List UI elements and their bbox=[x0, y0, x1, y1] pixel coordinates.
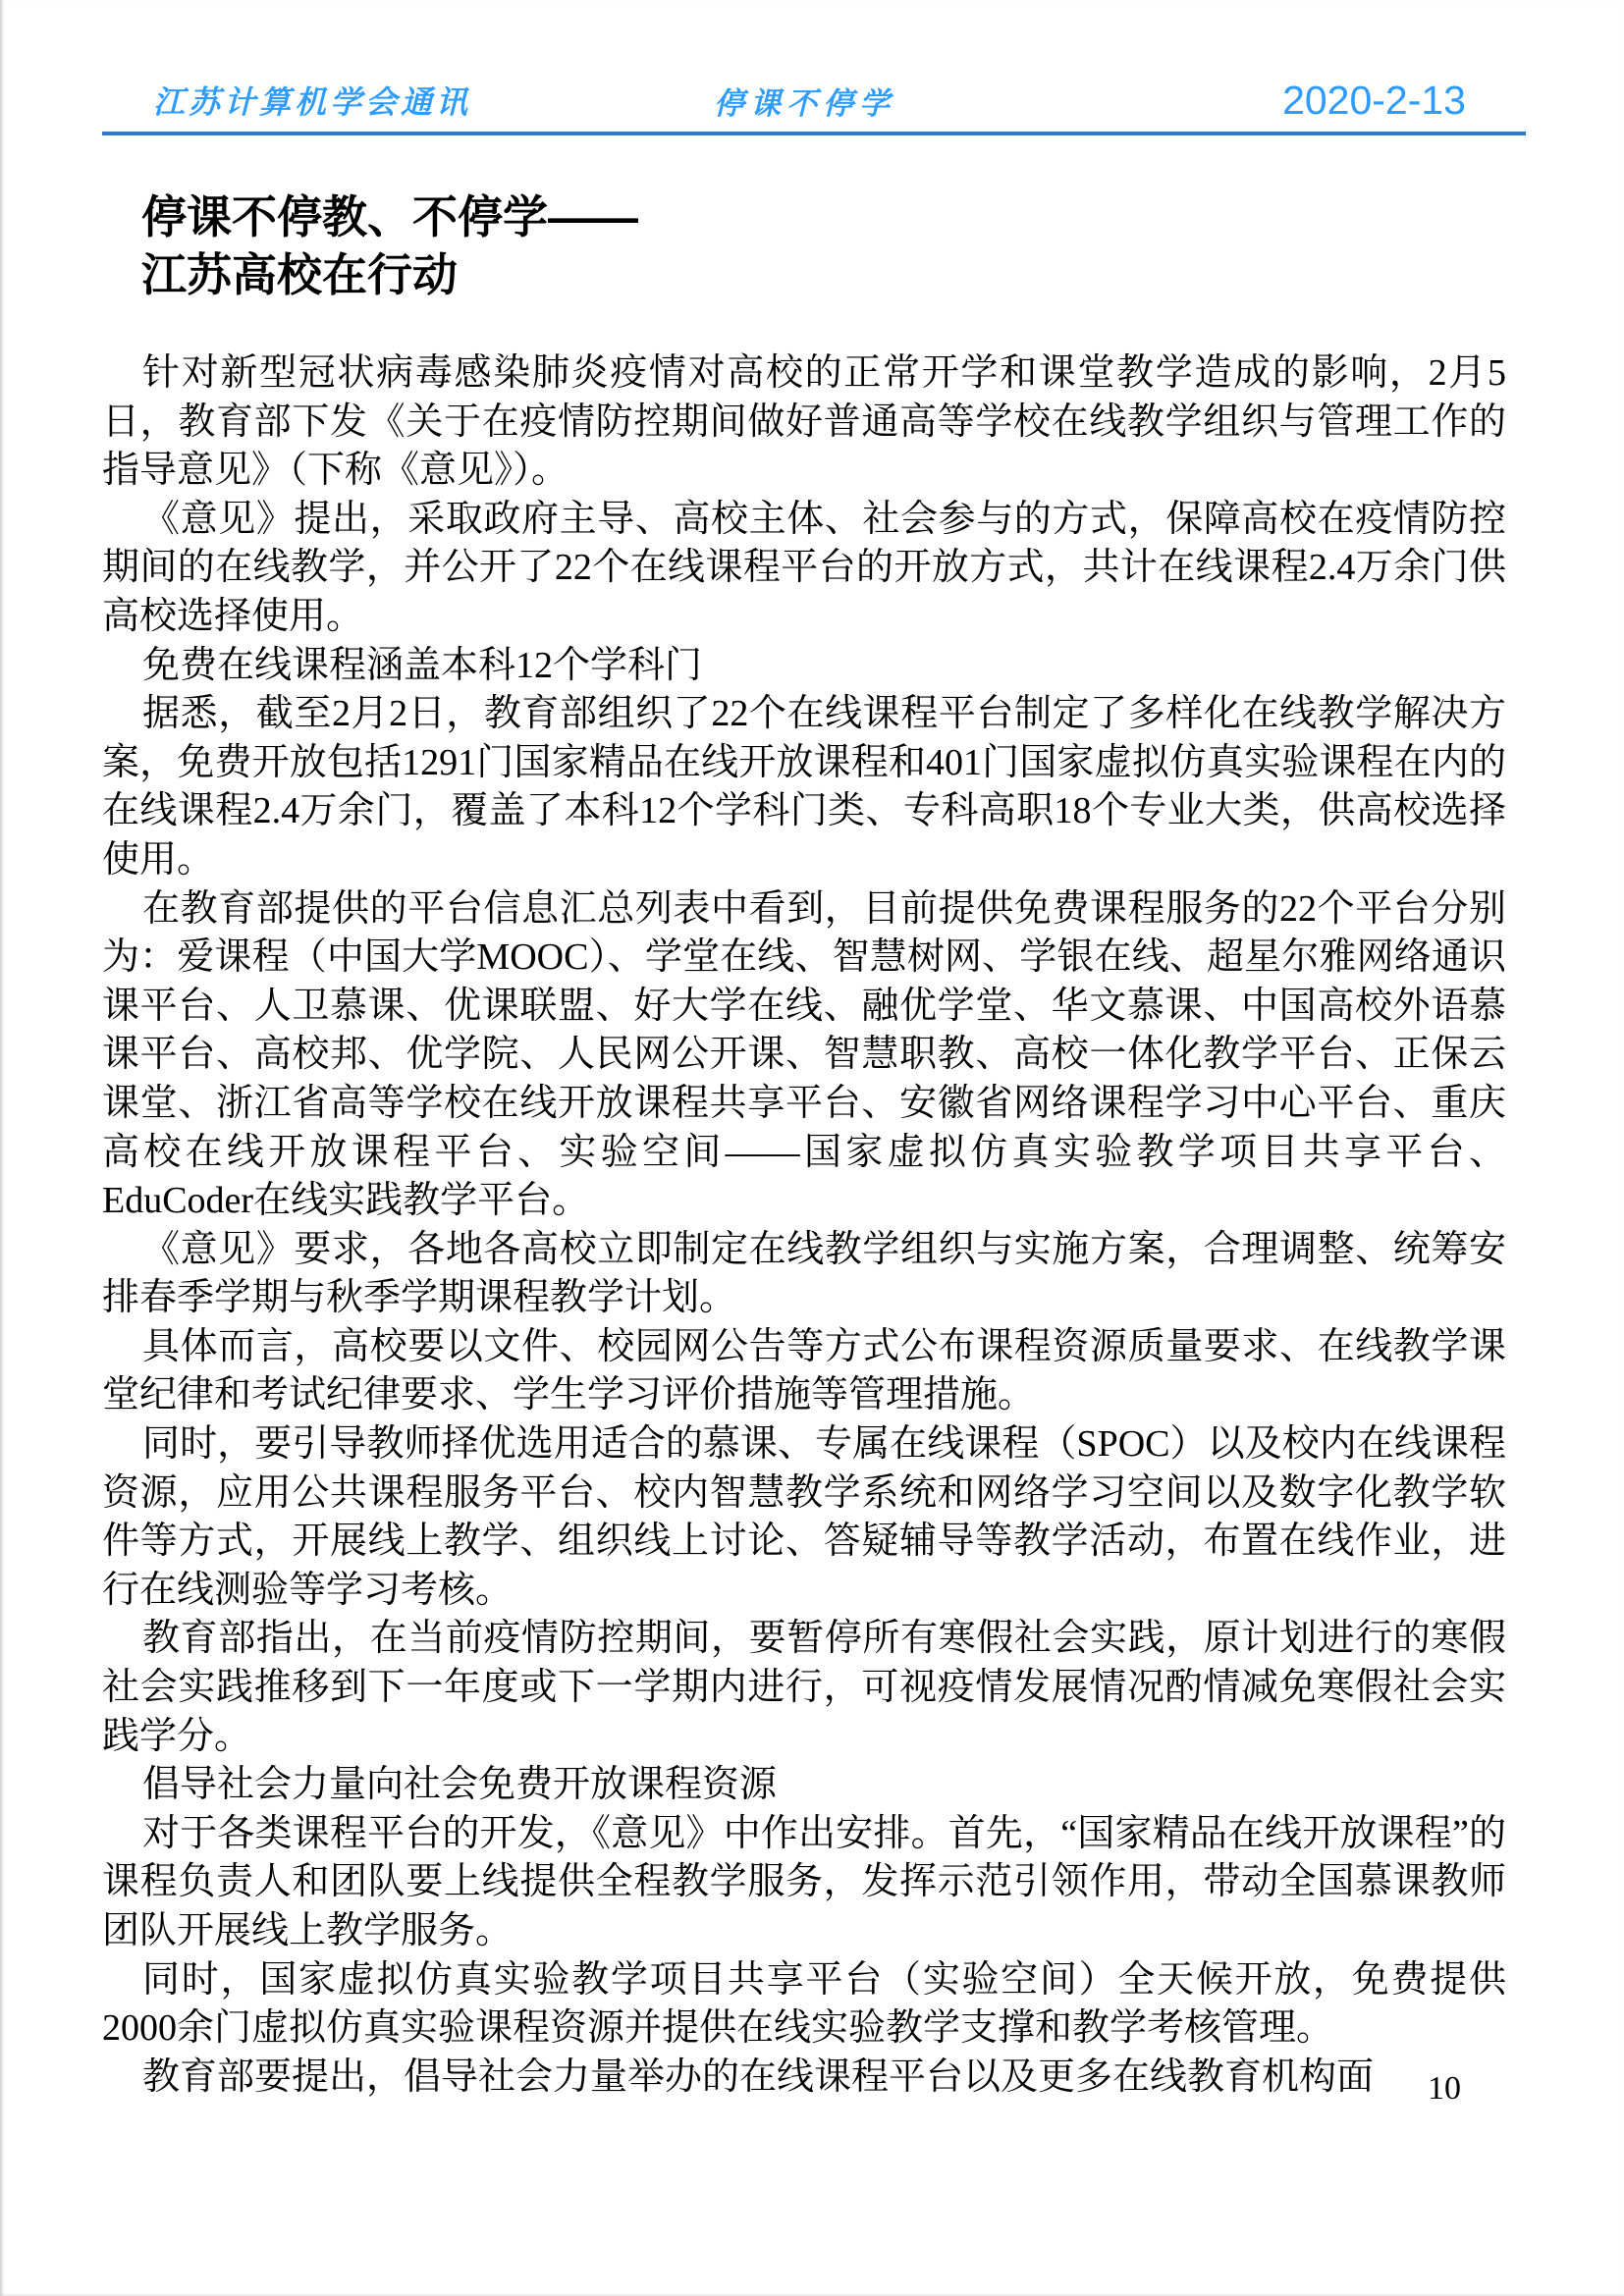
article-paragraph: 倡导社会力量向社会免费开放课程资源 bbox=[142, 1764, 778, 1806]
article-paragraph: 《意见》要求，各地各高校立即制定在线教学组织与实施方案，合理调整、统筹安排春季学期与秋季学期课程教学计划。 bbox=[102, 1228, 1506, 1319]
header-running-title: 停课不停学 bbox=[714, 86, 895, 121]
article-title bbox=[102, 188, 1545, 304]
article-paragraph: 对于各类课程平台的开发，《意见》中作出安排。首先，“国家精品在线开放课程”的课程负责人和团队要上线提供全程教学服务，发挥示范引领作用，带动全国慕课教师团队开展线上教学服务。 bbox=[102, 1812, 1506, 1951]
article-paragraph: 针对新型冠状病毒感染肺炎疫情对高校的正常开学和课堂教学造成的影响，2月5日，教育部下发《关于在疫情防控期间做好普通高等学校在线教学组织与管理工作的指导意见》（下称《意见》）。 bbox=[102, 352, 1506, 492]
page-number: 10 bbox=[1428, 2070, 1461, 2107]
article-paragraph: 同时，要引导教师择优选用适合的慕课、专属在线课程（SPOC）以及校内在线课程资源，应用公共课程服务平台、校内智慧教学系统和网络学习空间以及数字化教学软件等方式，开展线上教学、组织线上讨论、答疑辅导等教学活动，布置在线作业，进行在线测验等学习考核。 bbox=[102, 1423, 1506, 1611]
article-paragraph: 教育部要提出，倡导社会力量举办的在线课程平台以及更多在线教育机构面 bbox=[142, 2056, 1375, 2098]
article-paragraph: 在教育部提供的平台信息汇总列表中看到，目前提供免费课程服务的22个平台分别为：爱课程（中国大学MOOC）、学堂在线、智慧树网、学银在线、超星尔雅网络通识课平台、人卫慕课、优课联盟、好大学在线、融优学堂、华文慕课、中国高校外语慕课平台、高校邦、优学院、人民网公开课、智慧职教、高校一体化教学平台、正保云课堂、浙江省高等学校在线开放课程共享平台、安徽省网络课程学习中心平台、重庆高校在线开放课程平台、实验空间——国家虚拟仿真实验教学项目共享平台、EduCoder在线实践教学平台。 bbox=[102, 887, 1506, 1222]
article-paragraph: 具体而言，高校要以文件、校园网公告等方式公布课程资源质量要求、在线教学课堂纪律和考试纪律要求、学生学习评价措施等管理措施。 bbox=[102, 1325, 1506, 1416]
article-paragraph: 免费在线课程涵盖本科12个学科门 bbox=[142, 644, 703, 686]
article-paragraph: 据悉，截至2月2日，教育部组织了22个在线课程平台制定了多样化在线教学解决方案，免费开放包括1291门国家精品在线开放课程和401门国家虚拟仿真实验课程在内的在线课程2.4万余门，覆盖了本科12个学科门类、专科高职18个专业大类，供高校选择使用。 bbox=[102, 693, 1506, 881]
article-paragraph: 教育部指出，在当前疫情防控期间，要暂停所有寒假社会实践，原计划进行的寒假社会实践推移到下一年度或下一学期内进行，可视疫情发展情况酌情减免寒假社会实践学分。 bbox=[102, 1618, 1506, 1757]
article-body bbox=[102, 349, 1506, 2102]
article-title-line-2: 江苏高校在行动 bbox=[141, 249, 458, 300]
header-publication-name: 江苏计算机学会通讯 bbox=[153, 84, 472, 120]
header-date: 2020-2-13 bbox=[1282, 78, 1466, 123]
article-paragraph: 《意见》提出，采取政府主导、高校主体、社会参与的方式，保障高校在疫情防控期间的在线教学，并公开了22个在线课程平台的开放方式，共计在线课程2.4万余门供高校选择使用。 bbox=[102, 498, 1506, 637]
article-paragraph: 同时，国家虚拟仿真实验教学项目共享平台（实验空间）全天候开放，免费提供2000余门虚拟仿真实验课程资源并提供在线实验教学支撑和教学考核管理。 bbox=[102, 1958, 1506, 2050]
header-rule bbox=[102, 132, 1526, 135]
article-title-line-1: 停课不停教、不停学—— bbox=[141, 191, 638, 242]
